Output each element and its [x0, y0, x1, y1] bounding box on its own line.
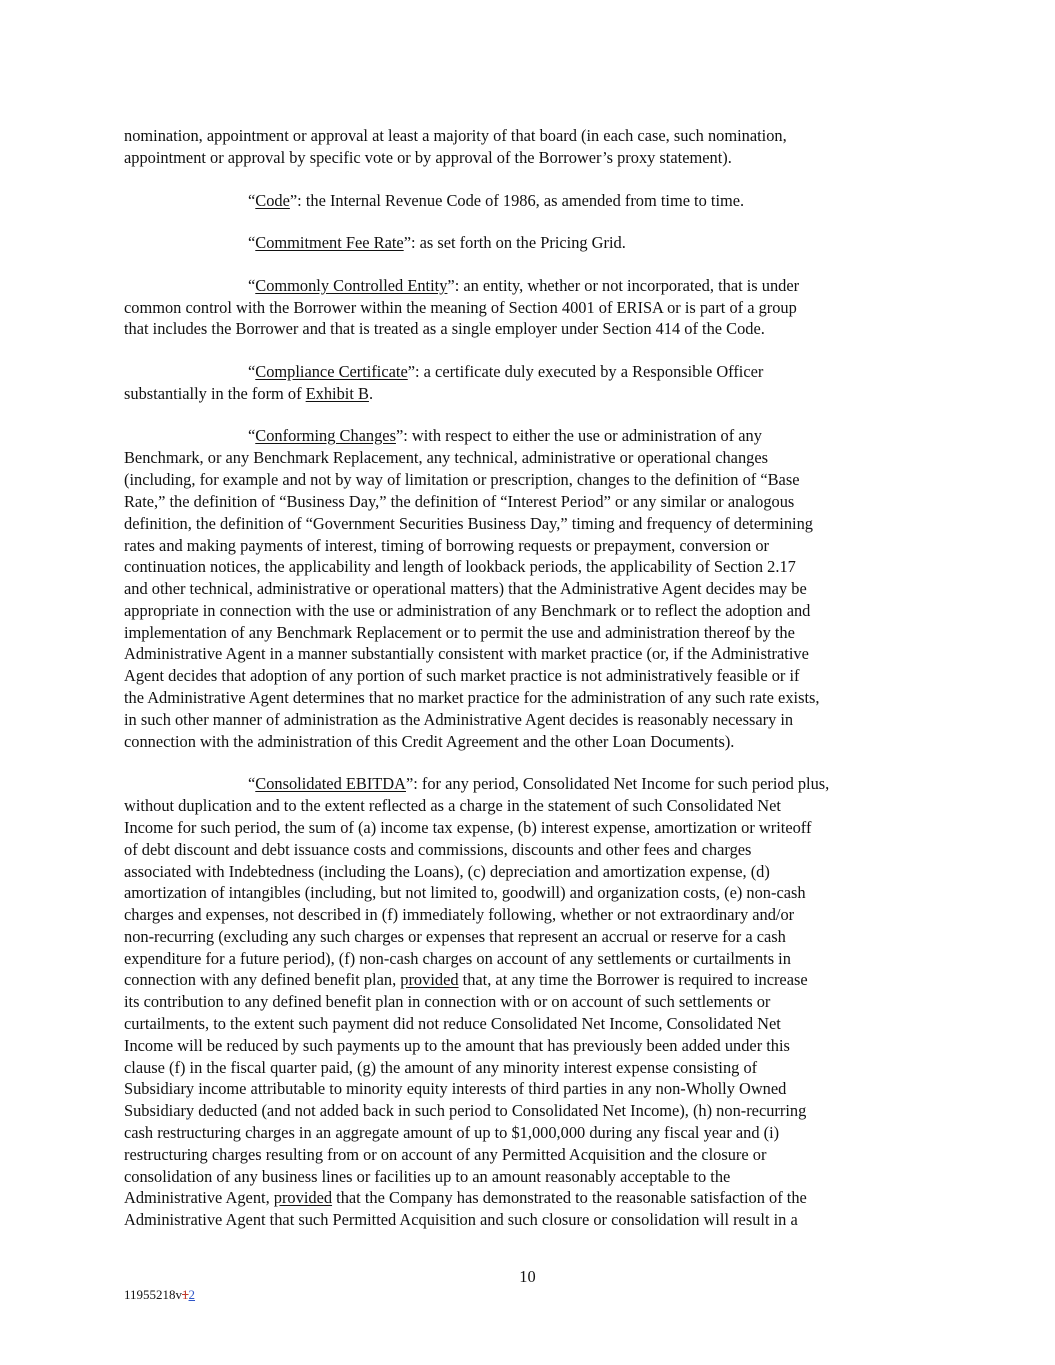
text-line — [124, 948, 791, 970]
text-segment: ”: an entity, whether or not incorporated, that is under — [447, 276, 800, 295]
defined-term: provided — [273, 1188, 333, 1207]
text-line — [248, 425, 762, 447]
text-segment: of debt discount and debt issuance costs and commissions, discounts and other fees and charges — [124, 840, 752, 859]
text-line — [124, 1078, 786, 1100]
text-line — [124, 969, 808, 991]
text-line — [124, 687, 820, 709]
text-segment: charges and expenses, not described in (f) immediately following, whether or not extraordinary and/or — [124, 905, 795, 924]
defined-term: Commitment Fee Rate — [255, 233, 404, 252]
text-line — [124, 469, 799, 491]
text-line — [124, 297, 797, 319]
text-line — [124, 622, 795, 644]
text-line — [124, 643, 809, 665]
text-line — [124, 1057, 757, 1079]
text-segment: “ — [248, 774, 256, 793]
defined-term: Compliance Certificate — [255, 362, 408, 381]
text-segment: rates and making payments of interest, timing of borrowing requests or prepayment, conversion or — [124, 536, 769, 555]
text-line — [124, 125, 787, 147]
text-segment: that the Company has demonstrated to the reasonable satisfaction of the — [332, 1188, 807, 1207]
text-line — [124, 535, 769, 557]
text-line — [124, 600, 810, 622]
document-id-deleted-revision: 1 — [182, 1287, 189, 1302]
text-line — [124, 147, 732, 169]
text-segment: connection with any defined benefit plan, — [124, 970, 401, 989]
text-segment: Income will be reduced by such payments up to the amount that has previously been added under this — [124, 1036, 790, 1055]
text-line — [124, 1144, 766, 1166]
text-segment: consolidation of any business lines or facilities up to an amount reasonably acceptable to the — [124, 1167, 731, 1186]
text-segment: “ — [248, 191, 256, 210]
text-segment: ”: a certificate duly executed by a Responsible Officer — [407, 362, 764, 381]
text-segment: ”: for any period, Consolidated Net Income for such period plus, — [405, 774, 830, 793]
text-segment: common control with the Borrower within the meaning of Section 4001 of ERISA or is part of a group — [124, 298, 797, 317]
text-segment: associated with Indebtedness (including the Loans), (c) depreciation and amortization expense, (d) — [124, 862, 770, 881]
text-segment: “ — [248, 362, 256, 381]
text-line — [124, 1209, 798, 1231]
defined-term: Commonly Controlled Entity — [255, 276, 448, 295]
text-line — [124, 861, 770, 883]
text-line — [124, 491, 794, 513]
text-line — [248, 361, 763, 383]
defined-term: Code — [255, 191, 290, 210]
text-line — [124, 882, 806, 904]
text-line — [124, 991, 770, 1013]
text-segment: . — [368, 384, 374, 403]
text-segment: its contribution to any defined benefit plan in connection with or on account of such settlements or — [124, 992, 771, 1011]
text-segment: amortization of intangibles (including, but not limited to, goodwill) and organization costs, (e) non-cash — [124, 883, 806, 902]
text-line — [124, 1187, 807, 1209]
text-segment: without duplication and to the extent reflected as a charge in the statement of such Consolidated Net — [124, 796, 781, 815]
text-segment: “ — [248, 276, 256, 295]
text-segment: Rate,” the definition of “Business Day,” the definition of “Interest Period” or any similar or analogous — [124, 492, 795, 511]
text-segment: ”: with respect to either the use or administration of any — [395, 426, 762, 445]
text-line — [124, 1166, 730, 1188]
text-segment: Subsidiary deducted (and not added back in such period to Consolidated Net Income), (h) non-recurring — [124, 1101, 807, 1120]
text-line — [124, 447, 768, 469]
text-segment: that, at any time the Borrower is required to increase — [458, 970, 808, 989]
text-segment: and other technical, administrative or operational matters) that the Administrative Agent decides may be — [124, 579, 807, 598]
text-segment: appointment or approval by specific vote or by approval of the Borrower’s proxy statement). — [124, 148, 732, 167]
text-line — [124, 709, 793, 731]
text-segment: nomination, appointment or approval at least a majority of that board (in each case, such nomination, — [124, 126, 787, 145]
text-segment: Administrative Agent that such Permitted Acquisition and such closure or consolidation will result in a — [124, 1210, 798, 1229]
text-line — [248, 232, 626, 254]
text-line — [124, 578, 807, 600]
defined-term: Exhibit B — [305, 384, 369, 403]
text-line — [124, 926, 786, 948]
text-line — [124, 731, 734, 753]
text-segment: Subsidiary income attributable to minority equity interests of third parties in any non-Wholly Owned — [124, 1079, 787, 1098]
text-line — [124, 665, 799, 687]
text-segment: Administrative Agent in a manner substantially consistent with market practice (or, if the Administrative — [124, 644, 809, 663]
text-line — [124, 1100, 806, 1122]
text-segment: definition, the definition of “Government Securities Business Day,” timing and frequency of determining — [124, 514, 813, 533]
text-segment: Benchmark, or any Benchmark Replacement, any technical, administrative or operational changes — [124, 448, 768, 467]
text-line — [124, 513, 813, 535]
text-line — [124, 556, 796, 578]
text-segment: that includes the Borrower and that is treated as a single employer under Section 414 of the Code. — [124, 319, 765, 338]
text-line — [248, 773, 829, 795]
defined-term: Consolidated EBITDA — [255, 774, 406, 793]
text-segment: non-recurring (excluding any such charges or expenses that represent an accrual or reserve for a cash — [124, 927, 786, 946]
page-number: 10 — [519, 1267, 536, 1286]
text-segment: ”: the Internal Revenue Code of 1986, as amended from time to time. — [289, 191, 745, 210]
text-line — [124, 795, 781, 817]
text-segment: Administrative Agent, — [124, 1188, 274, 1207]
text-segment: “ — [248, 233, 256, 252]
text-line — [248, 275, 799, 297]
document-id-inserted-revision: 2 — [188, 1287, 196, 1302]
text-segment: “ — [248, 426, 256, 445]
document-id-base: 11955218v — [124, 1287, 183, 1302]
defined-term: Conforming Changes — [255, 426, 396, 445]
text-line — [124, 817, 811, 839]
text-segment: substantially in the form of — [124, 384, 306, 403]
text-segment: appropriate in connection with the use or administration of any Benchmark or to reflect the adoption and — [124, 601, 811, 620]
text-segment: (including, for example and not by way of limitation or prescription, changes to the definition of “Base — [124, 470, 800, 489]
text-line — [124, 1035, 790, 1057]
text-segment: ”: as set forth on the Pricing Grid. — [403, 233, 626, 252]
text-segment: curtailments, to the extent such payment did not reduce Consolidated Net Income, Consolidated Net — [124, 1014, 781, 1033]
text-segment: clause (f) in the fiscal quarter paid, (g) the amount of any minority interest expense consisting of — [124, 1058, 758, 1077]
text-line — [124, 1013, 781, 1035]
document-id — [124, 1286, 195, 1304]
text-segment: the Administrative Agent determines that no market practice for the administration of any such rate exists, — [124, 688, 820, 707]
text-line — [124, 383, 373, 405]
text-segment: cash restructuring charges in an aggregate amount of up to $1,000,000 during any fiscal year and (i) — [124, 1123, 780, 1142]
text-segment: Agent decides that adoption of any portion of such market practice is not administratively feasible or if — [124, 666, 800, 685]
defined-term: provided — [400, 970, 459, 989]
text-segment: connection with the administration of this Credit Agreement and the other Loan Documents). — [124, 732, 735, 751]
text-segment: in such other manner of administration as the Administrative Agent decides is reasonably necessary in — [124, 710, 794, 729]
text-segment: continuation notices, the applicability and length of lookback periods, the applicability of Section 2.17 — [124, 557, 796, 576]
text-segment: implementation of any Benchmark Replacement or to permit the use and administration thereof by the — [124, 623, 795, 642]
text-segment: expenditure for a future period), (f) non-cash charges on account of any settlements or curtailments in — [124, 949, 791, 968]
text-line — [124, 1122, 779, 1144]
text-line — [124, 839, 751, 861]
text-line — [124, 904, 794, 926]
text-segment: Income for such period, the sum of (a) income tax expense, (b) interest expense, amortization or writeoff — [124, 818, 812, 837]
text-line — [248, 190, 744, 212]
text-line — [124, 318, 765, 340]
text-segment: restructuring charges resulting from or on account of any Permitted Acquisition and the closure or — [124, 1145, 767, 1164]
